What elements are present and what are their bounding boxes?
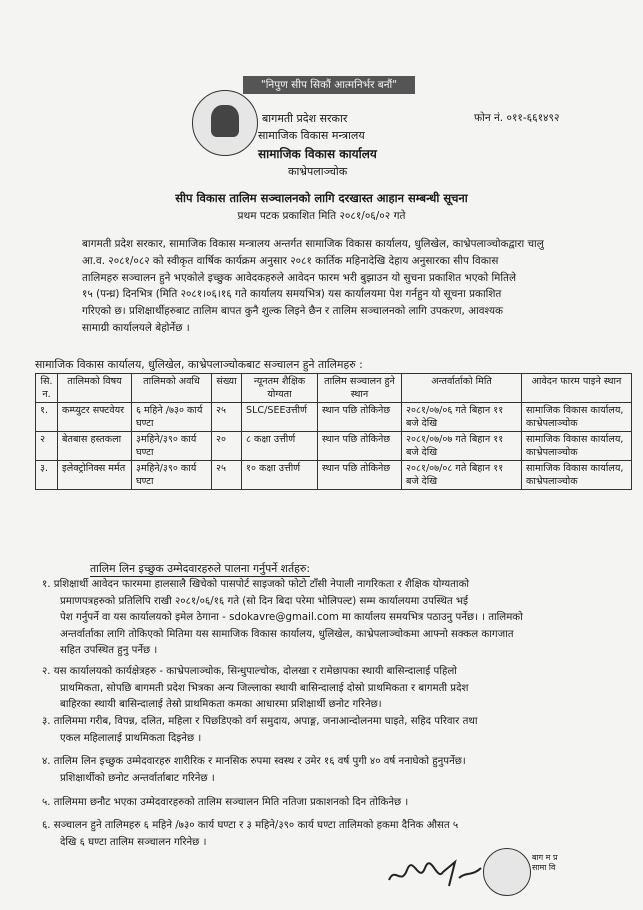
condition-line: सहित उपस्थित हुनु पर्नेछ । [60,645,158,656]
stamp-text: बाग म प्र सामा वि [532,853,558,872]
intro-line: तालिमहरु सञ्चालन हुने भएकोले इच्छुक आवेदकहरुले आवेदन फारम भरी बुझाउन यो सुचना प्रकाशित भएको मितिले [82,271,517,284]
header-cell: अन्तर्वार्ताको मिति [402,374,522,403]
table-cell: २०८१/०७/०८ गते बिहान ११ बजे देखि [402,461,522,490]
table-cell: ३महिने/३९० कार्य घण्टा [132,461,212,490]
condition-line: देखि ६ घण्टा तालिम सञ्चालन गरिनेछ । [60,836,207,848]
office-stamp-icon [483,848,531,896]
header-cell: तालिम सञ्चालन हुने स्थान [318,374,402,403]
condition-4 [42,754,622,787]
table-cell: SLC/SEEउत्तीर्ण [242,403,318,432]
conditions-heading: तालिम लिन इच्छुक उम्मेदवारहरुले पालना गर्नुपर्ने शर्तहरु: [90,562,310,575]
table-cell: २०८१/०७/०६ गते बिहान ११ बजे देखि [402,403,522,432]
table-cell: सामाजिक विकास कार्यालय, काभ्रेपलाञ्चोक [522,432,632,461]
table-caption: सामाजिक विकास कार्यालय, धुलिखेल, काभ्रेपलाञ्चोकबाट सञ्चालन हुने तालिमहरु : [35,358,363,371]
table-cell: ३. [36,461,58,490]
condition-line: ५. तालिममा छनौट भएका उम्मेदवारहरुको तालिम सञ्चालन मिति नतिजा प्रकाशनको दिन तोकिनेछ । [42,797,409,808]
table-cell: ३महिने/३९० कार्य घण्टा [132,432,212,461]
table-cell: स्थान पछि तोकिनेछ [318,432,402,461]
condition-6 [42,818,622,851]
condition-line: ४. तालिम लिन इच्छुक उम्मेदवारहरु शारीरिक र मानसिक रुपमा स्वस्थ र उमेर १६ वर्ष पुगी ४० वर्ष ननाघेको हुनुपर्नेछ। [42,756,466,767]
table-cell: १० कक्षा उत्तीर्ण [242,461,318,490]
intro-line: सामाग्री कार्यालयले बेहोर्नेछ । [82,321,190,334]
table-cell: इलेक्ट्रोनिक्स मर्मत [58,461,132,490]
condition-line: पेश गर्नुपर्ने वा यस कार्यालयको इमेल ठेगाना - sdokavre@gmail.com मा कार्यालय समयभित्र पठाउनु पर्नेछ। । तालिमको [60,612,523,623]
training-table [35,373,632,490]
ministry-name: सामाजिक विकास मन्त्रालय [258,129,365,142]
intro-paragraph [82,236,620,337]
table-cell: २५ [212,403,242,432]
signature-icon [385,856,485,890]
header-cell: न्यूनतम शैक्षिक योग्यता [242,374,318,403]
condition-line: प्रशिक्षार्थीको छनोट अन्तर्वार्ताबाट गरिनेछ । [60,772,215,784]
condition-line: बाहिरका स्थायी बासिन्दालाई तेस्रो प्राथमिकता कमका आधारमा प्रशिक्षार्थी छनोट गरिनेछ। [60,699,382,710]
condition-line: २. यस कार्यालयको कार्यक्षेत्रहरु - काभ्रेपलाञ्चोक, सिन्धुपाल्चोक, दोलखा र रामेछापका स्थायी बासिन्दालाई पहिलो [42,666,457,677]
table-cell: कम्प्युटर सफ्टवेयर [58,403,132,432]
header-cell: आवेदन फारम पाइने स्थान [522,374,632,403]
header-cell: तालिमको विषय [58,374,132,403]
header-cell: संख्या [212,374,242,403]
table-cell: ६ महिने /७३० कार्य घण्टा [132,403,212,432]
slogan-banner: "निपुण सीप सिकौं आत्मनिर्भर बनौं" [243,76,415,94]
table-row [36,432,632,461]
condition-line: १. प्रशिक्षार्थी आवेदन फारममा हालसालै खिचेको पासपोर्ट साइजको फोटो टाँसी नेपाली नागरिकता र शैक्षिक योग्यताको [42,579,470,590]
header-cell: सि. न. [36,374,58,403]
table-cell: २५ [212,461,242,490]
table-header-row [36,374,632,403]
header-cell: तालिमको अवधि [132,374,212,403]
condition-2 [42,664,622,714]
condition-line: अन्तर्वार्ताका लागि तोकिएको मितिमा यस सामाजिक विकास कार्यालय, धुलिखेल, काभ्रेपलाञ्चोकमा आफ्नो सक्कल कागजात [60,628,514,640]
condition-line: एकल महिलालाई प्राथमिकता दिइनेछ । [60,732,202,744]
condition-line: प्राथमिकता, सोपछि बागमती प्रदेश भित्रका अन्य जिल्लाका स्थायी बासिन्दालाई दोस्रो प्राथमिकता र बागमती प्रदेश [60,682,469,694]
table-cell: २०८१/०७/०७ गते बिहान ११ बजे देखि [402,432,522,461]
condition-1 [42,577,622,660]
office-name: सामाजिक विकास कार्यालय [258,147,377,161]
table-cell: स्थान पछि तोकिनेछ [318,403,402,432]
intro-line: बागमती प्रदेश सरकार, सामाजिक विकास मन्त्रालय अन्तर्गत सामाजिक विकास कार्यालय, धुलिखेल, काभ्रेपलाञ्चोकद्वारा चालु [82,238,544,250]
condition-line: प्रमाणपत्रहरुको प्रतिलिपि राखी २०८१/०६/१६ गते (सो दिन बिदा परेमा भोलिपल्ट) सम्म कार्यालयमा उपस्थित भई [60,595,469,607]
table-cell: स्थान पछि तोकिनेछ [318,461,402,490]
table-cell: ८ कक्षा उत्तीर्ण [242,432,318,461]
condition-5 [42,795,622,812]
table-row [36,403,632,432]
intro-line: गरिएको छ। प्रशिक्षार्थीहरुबाट तालिम बापत कुनै शुल्क लिइने छैन र तालिम सञ्चालनको लागि उपकरण, आवश्यक [82,305,503,318]
table-cell: सामाजिक विकास कार्यालय, काभ्रेपलाञ्चोक [522,403,632,432]
district-name: काभ्रेपलाञ्चोक [288,165,348,178]
table-row [36,461,632,490]
phone-number: फोन नं. ०११-६६१४९२ [474,112,560,124]
gov-name: बागमती प्रदेश सरकार [262,112,348,125]
table-cell: २० [212,432,242,461]
intro-line: १५ (पन्ध्र) दिनभित्र (मिति २०८१।०६।१६ गते कार्यालय समयभित्र) यस कार्यालयमा पेश गर्नहुन यो सूचना प्रकाशित [82,288,502,301]
office-emblem-icon [192,90,258,156]
condition-line: ६. सञ्चालन हुने तालिमहरु ६ महिने /७३० कार्य घण्टा र ३ महिने/३९० कार्य घण्टा तालिमको हकमा दैनिक औसत ५ [42,820,459,831]
table-cell: सामाजिक विकास कार्यालय, काभ्रेपलाञ्चोक [522,461,632,490]
condition-line: ३. तालिममा गरीब, विपन्न, दलित, महिला र पिछडिएको वर्ग समुदाय, अपाङ्ग, जनाआन्दोलनमा घाइते, सहिद परिवार तथा [42,716,478,727]
table-cell: १. [36,403,58,432]
intro-line: आ.व. २०८१/०८२ को स्वीकृत वार्षिक कार्यक्रम अनुसार २०८१ कार्तिक महिनादेखि देहाय अनुसारका सीप विकास [82,254,499,267]
publish-date: प्रथम पटक प्रकाशित मिति २०८१/०६/०२ गते [237,210,406,222]
notice-title: सीप विकास तालिम सञ्चालनको लागि दरखास्त आहान सम्बन्धी सूचना [175,191,468,205]
table-cell: २ [36,432,58,461]
condition-3 [42,714,622,747]
table-cell: बेतबास हस्तकला [58,432,132,461]
